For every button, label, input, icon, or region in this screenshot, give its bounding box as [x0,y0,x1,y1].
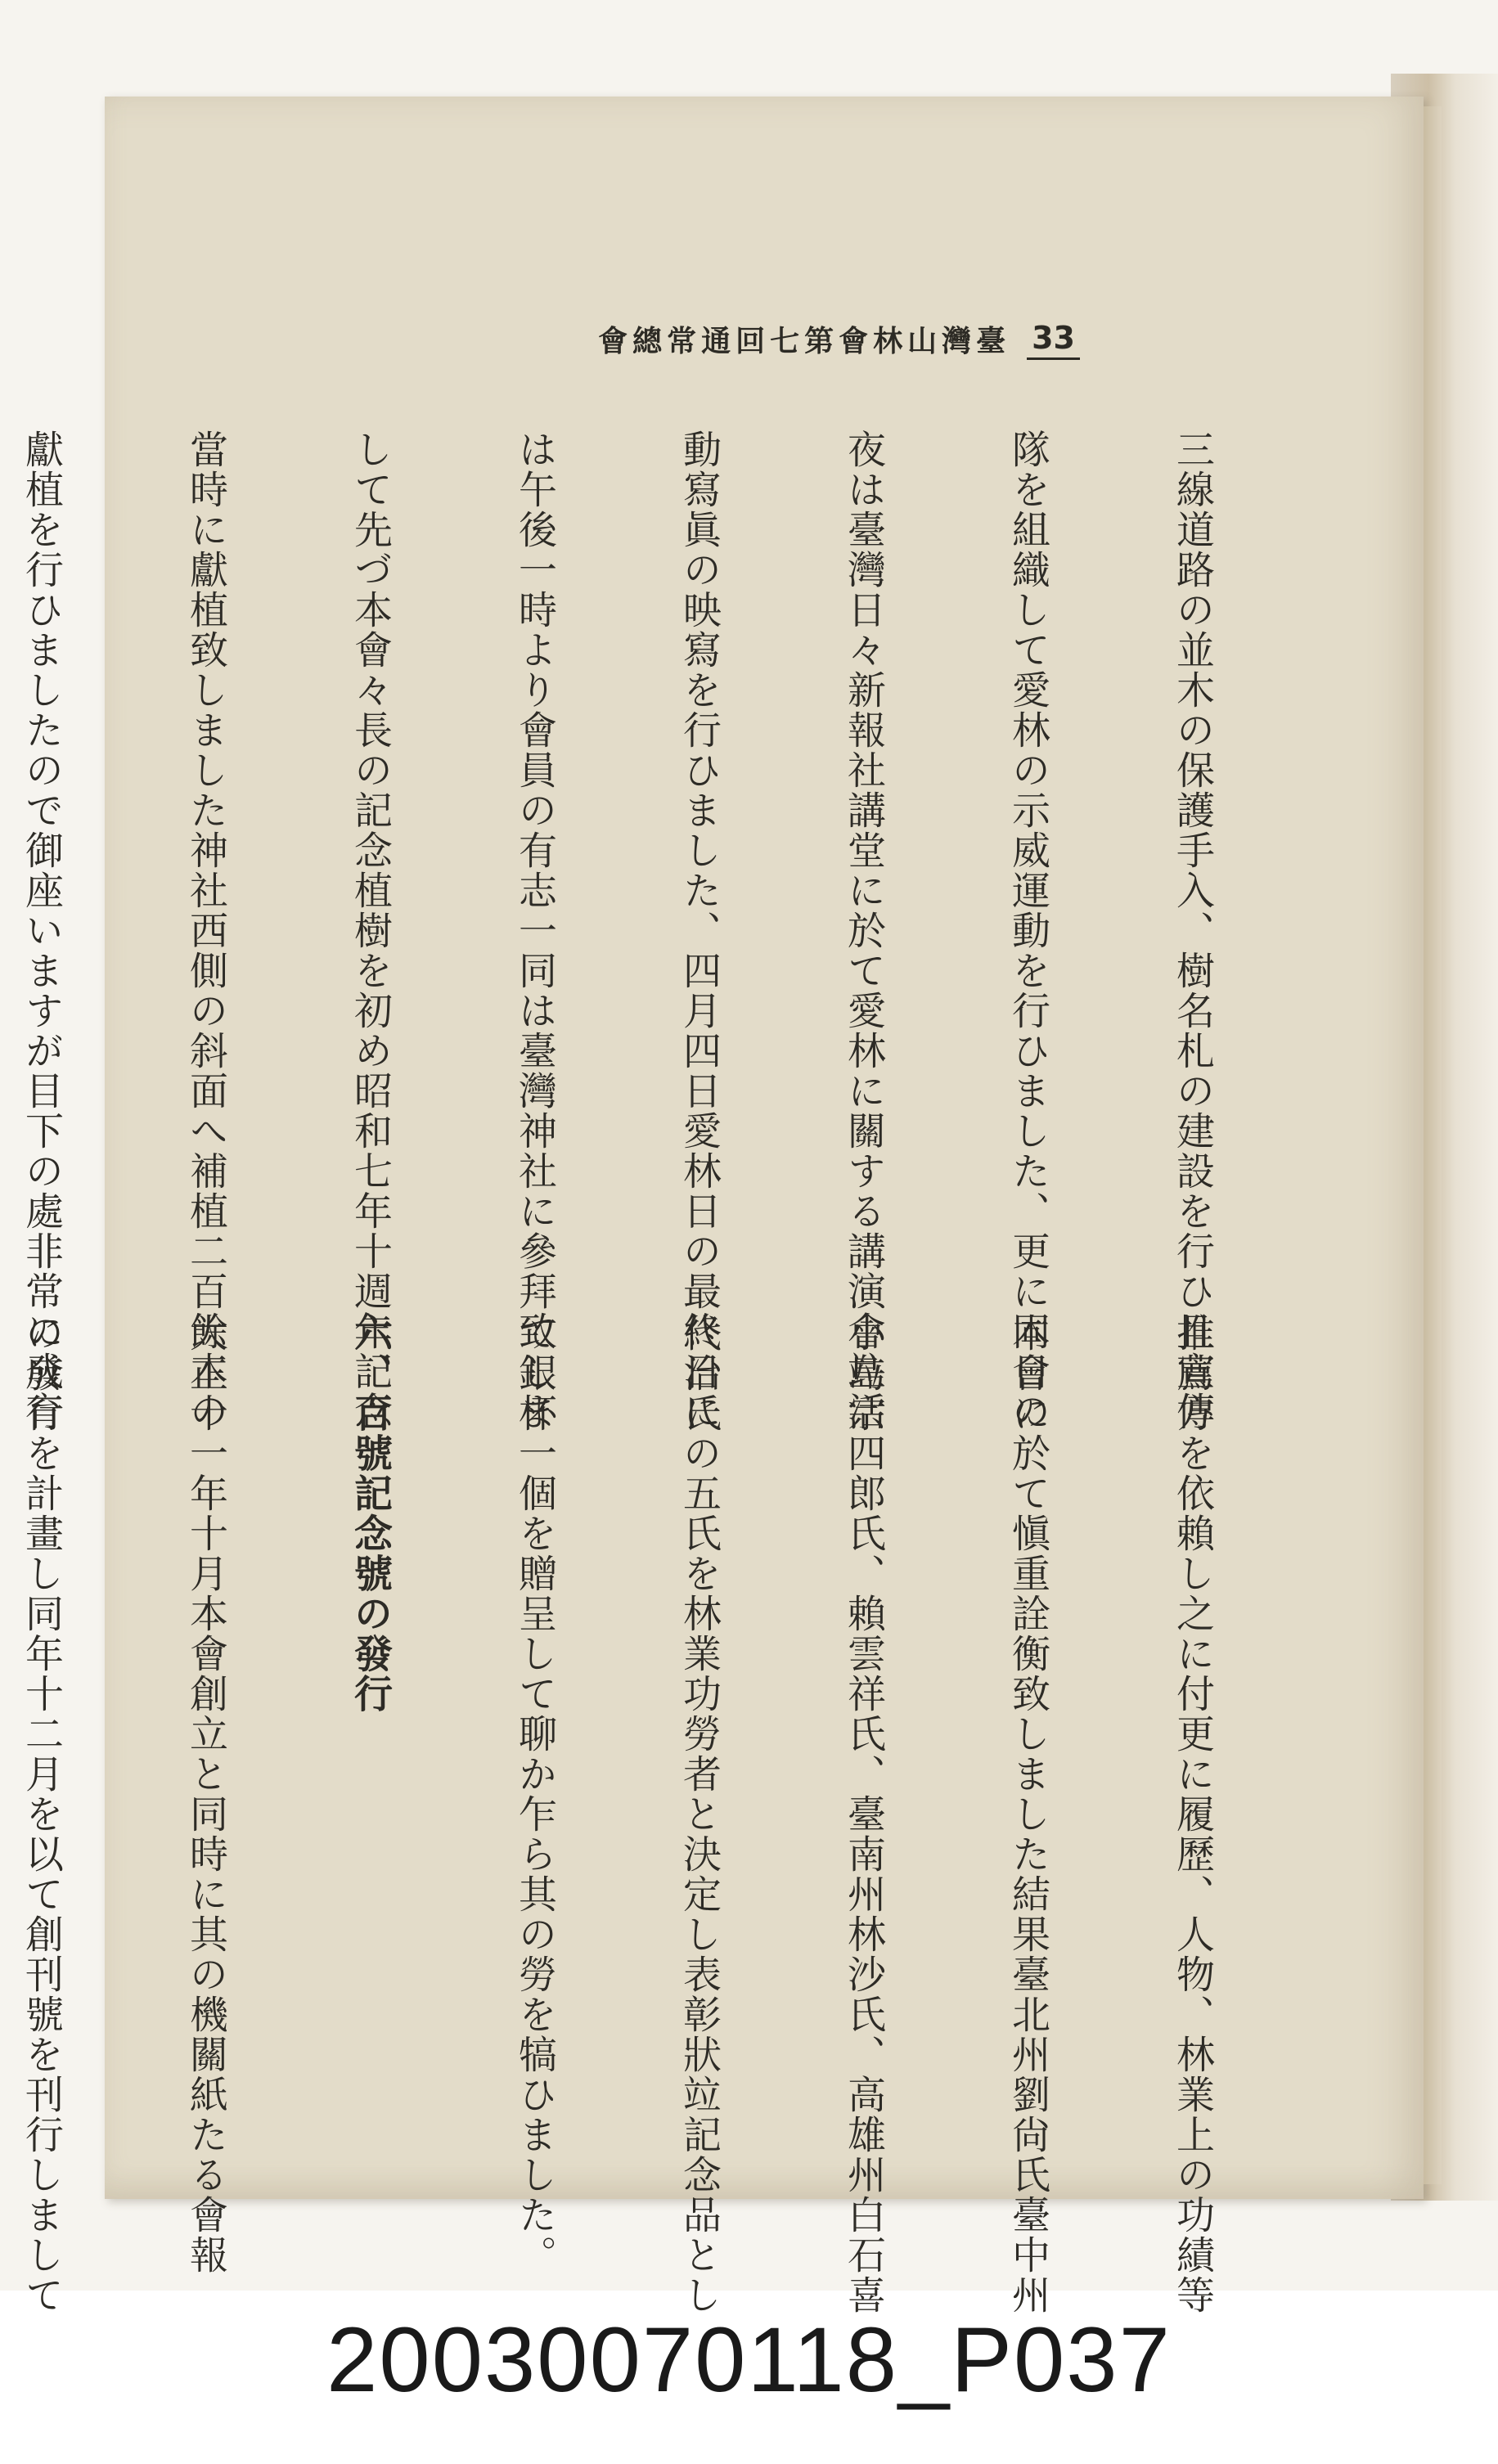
column: 大正十一年十月本會創立と同時に其の機關紙たる會報 [183,1313,228,2275]
section-heading-6: 六、百號記念號の發行 [348,1313,393,1714]
page-number: 33 [1027,320,1080,360]
column: 小島宗四郎氏、賴雲祥氏、臺南州林沙氏、高雄州白石喜 [841,1313,886,2315]
column: 隊を組織して愛林の示威運動を行ひました、更に同日の [1005,429,1050,1432]
header-title: 臺灣山林會第七回通常總會 [598,324,1011,358]
column: 本會に於て愼重詮衡致しました結果臺北州劉尙氏臺中州 [1005,1313,1050,2315]
column: 推薦方を依賴し之に付更に履歷、人物、林業上の功績等 [1170,1313,1215,2315]
column: 當時に獻植致しました神社西側の斜面へ補植二百餘本の [183,429,228,1432]
column: 夜は臺灣日々新報社講堂に於て愛林に關する講演會竝活 [841,429,886,1432]
running-header [262,311,1080,360]
image-id-caption: 20030070118_P037 [326,2309,1172,2411]
text-block-bottom [19,1313,1329,2315]
column: 動寫眞の映寫を行ひました、四月四日愛林日の最終日に [677,429,722,1432]
column: して先づ本會々長の記念植樹を初め昭和七年十週年記念 [348,429,393,1432]
column: 代治氏の五氏を林業功勞者と決定し表彰狀竝記念品とし [677,1313,722,2315]
column: 三線道路の並木の保護手入、樹名札の建設を行ひ且宣傳 [1170,429,1215,1432]
text-block-top [19,429,1329,1432]
page-binding-edge [1424,106,1442,2184]
column: て銀杯一個を贈呈して聊か乍ら其の勞を犒ひました。 [512,1313,557,2275]
column: の發行を計畫し同年十二月を以て創刊號を刊行しまして [19,1313,64,2315]
column: は午後一時より會員の有志一同は臺灣神社に參拜致しま [512,429,557,1432]
column: 獻植を行ひましたので御座いますが目下の處非常に成育 [19,429,64,1432]
